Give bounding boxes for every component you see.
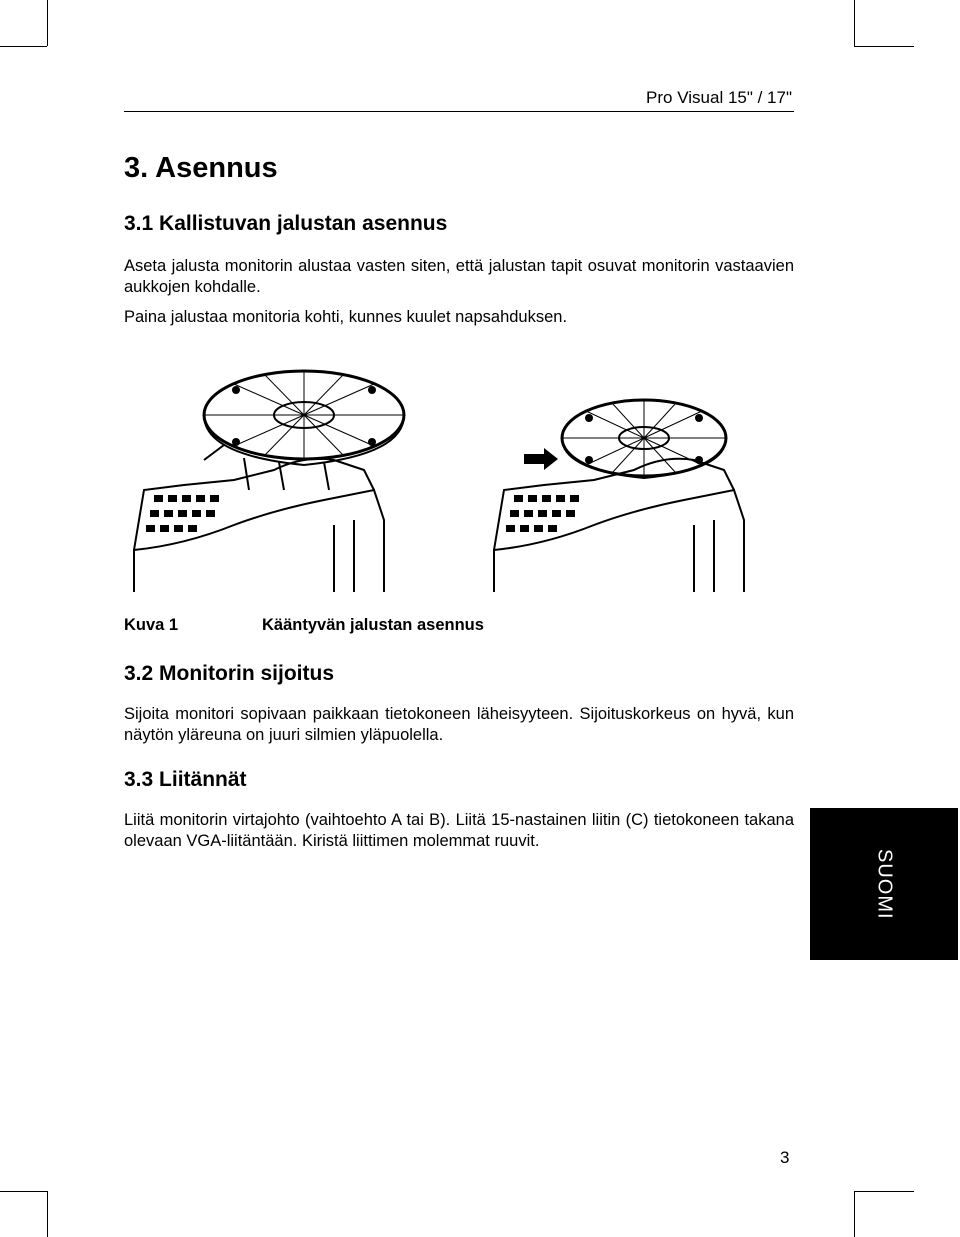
chapter-title: 3. Asennus [124, 152, 278, 184]
crop-mark [47, 0, 48, 46]
figure-caption: Kääntyvän jalustan asennus [262, 616, 484, 634]
stand-installation-illustration [124, 360, 764, 592]
section-heading-3-3: 3.3 Liitännät [124, 768, 247, 791]
language-tab-label: SUOMI [873, 848, 896, 920]
figure-label: Kuva 1 [124, 616, 179, 634]
page-number: 3 [780, 1148, 790, 1167]
language-tab [810, 808, 958, 960]
header-rule [124, 111, 794, 112]
placement-paragraph: Sijoita monitori sopivaan paikkaan tietokoneen läheisyyteen. Sijoituskorkeus on hyvä, kun näytön yläreuna on juuri silmien yläpuolella. [124, 705, 794, 744]
crop-mark [0, 46, 47, 47]
crop-mark [854, 0, 855, 46]
running-header: Pro Visual 15" / 17" [646, 88, 792, 107]
section-heading-3-2: 3.2 Monitorin sijoitus [124, 662, 335, 685]
crop-mark [47, 1191, 48, 1237]
crop-mark [854, 1191, 914, 1192]
crop-mark [854, 46, 914, 47]
install-paragraph-1: Aseta jalusta monitorin alustaa vasten siten, että jalustan tapit osuvat monitorin vastaavien aukkojen kohdalle. [124, 257, 794, 296]
install-paragraph-2: Paina jalustaa monitoria kohti, kunnes kuulet napsahduksen. [124, 308, 568, 326]
crop-mark [854, 1191, 855, 1237]
connections-paragraph: Liitä monitorin virtajohto (vaihtoehto A tai B). Liitä 15-nastainen liitin (C) tietokoneen takana olevaan VGA-liitäntään. Kiristä liittimen molemmat ruuvit. [124, 811, 794, 850]
section-heading-3-1: 3.1 Kallistuvan jalustan asennus [124, 212, 448, 235]
crop-mark [0, 1191, 47, 1192]
